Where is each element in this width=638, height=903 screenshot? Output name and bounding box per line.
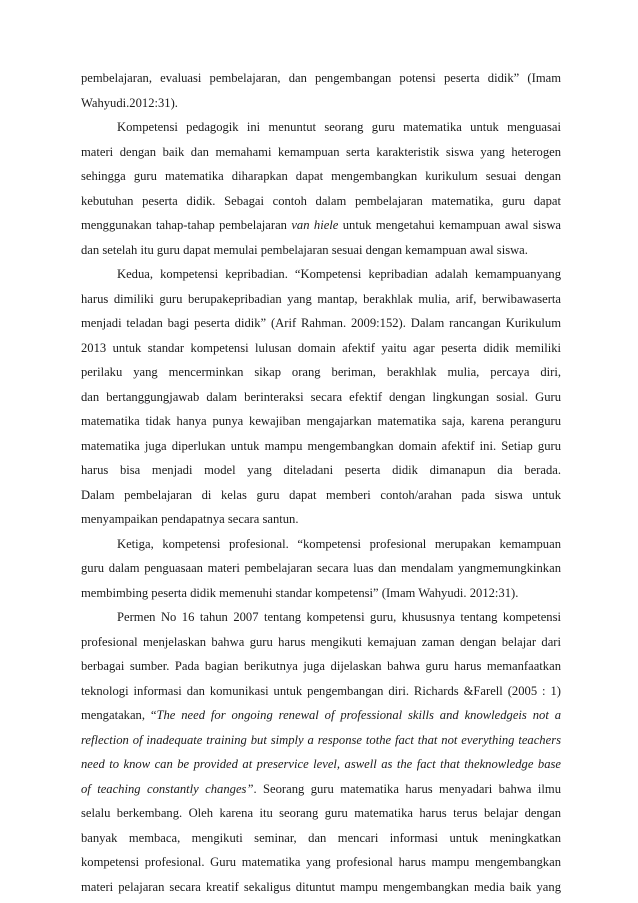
line-text: profesional menjelaskan bahwa guru harus mengikuti kemajuan zaman dengan belajar dari: [81, 634, 561, 649]
line-text: menjadi teladan bagi peserta didik” (Arif Rahman. 2009:152). Dalam rancangan Kurikulum: [81, 316, 561, 330]
text-line: [81, 801, 561, 826]
text-line: [81, 581, 561, 606]
text-line: [81, 115, 561, 140]
italic-text: need to know can be provided at preservice level, aswell as the fact that theknowledge base: [81, 757, 561, 771]
line-text: berbagai sumber. Pada bagian berikutnya juga dijelaskan bahwa guru harus memanfaatkan: [81, 659, 561, 673]
line-text: Kedua, kompetensi kepribadian. “Kompetensi kepribadian adalah kemampuanyang: [117, 267, 561, 281]
line-text: selalu berkembang. Oleh karena itu seorang guru matematika harus terus belajar dengan: [81, 806, 561, 820]
line-text: guru dalam penguasaan materi pembelajaran secara luas dan mendalam yangmemungkinkan: [81, 561, 561, 575]
text-line: [81, 262, 561, 287]
italic-text: reflection of inadequate training but simply a response tothe fact that not everything teachers: [81, 732, 561, 747]
line-text: Wahyudi.2012:31).: [81, 95, 178, 110]
text-line: [81, 238, 561, 263]
document-page: [81, 66, 561, 899]
text-line: [81, 703, 561, 728]
text-line: [81, 483, 561, 508]
text-line: [81, 287, 561, 312]
line-text: membimbing peserta didik memenuhi standar kompetensi” (Imam Wahyudi. 2012:31).: [81, 585, 519, 600]
text-line: [81, 66, 561, 91]
italic-text: of teaching constantly changes”: [81, 781, 254, 796]
text-line: [81, 850, 561, 875]
text-line: [81, 458, 561, 483]
line-text: dan setelah itu guru dapat memulai pembelajaran sesuai dengan kemampuan awal siswa.: [81, 242, 528, 257]
line-text: Dalam pembelajaran di kelas guru dapat memberi contoh/arahan pada siswa untuk: [81, 487, 561, 502]
line-text: Kompetensi pedagogik ini menuntut seorang guru matematika untuk menguasai: [117, 120, 561, 134]
italic-text: van hiele: [291, 218, 339, 232]
text-line: [81, 91, 561, 116]
text-line: [81, 189, 561, 214]
text-line: [81, 532, 561, 557]
text-line: [81, 409, 561, 434]
text-line: [81, 385, 561, 410]
text-line: [81, 679, 561, 704]
text-line: [81, 605, 561, 630]
line-text: perilaku yang mencerminkan sikap orang beriman, berakhlak mulia, percaya diri,: [81, 365, 561, 379]
text-line: [81, 777, 561, 802]
text-line: [81, 336, 561, 361]
text-line: [81, 728, 561, 753]
line-text: sehingga guru matematika diharapkan dapat mengembangkan kurikulum sesuai dengan: [81, 169, 561, 183]
text-line: [81, 213, 561, 238]
text-line: [81, 826, 561, 851]
line-text: banyak membaca, mengikuti seminar, dan mencari informasi untuk meningkatkan: [81, 830, 561, 845]
line-text: matematika tidak hanya punya kewajiban mengajarkan matematika saja, karena peranguru: [81, 414, 561, 428]
line-text: matematika juga diperlukan untuk mampu mengembangkan domain afektif ini. Setiap guru: [81, 438, 561, 453]
line-text: Permen No 16 tahun 2007 tentang kompetensi guru, khususnya tentang kompetensi: [117, 610, 561, 624]
line-text: materi pelajaran secara kreatif sekaligus dituntut mampu mengembangkan media baik yang: [81, 879, 561, 894]
text-line: [81, 140, 561, 165]
text-line: [81, 752, 561, 777]
text-line: [81, 311, 561, 336]
text-line: [81, 654, 561, 679]
line-text: kompetensi profesional. Guru matematika yang profesional harus mampu mengembangkan: [81, 855, 561, 869]
line-text: menggunakan tahap-tahap pembelajaran: [81, 218, 292, 232]
line-text: untuk mengetahui kemampuan awal siswa: [338, 218, 561, 232]
line-text: . Seorang guru matematika harus menyadari bahwa ilmu: [253, 781, 561, 796]
line-text: 2013 untuk standar kompetensi lulusan domain afektif yaitu agar peserta didik memiliki: [81, 340, 561, 355]
italic-text: The need for ongoing renewal of professional skills and knowledgeis not a: [156, 708, 561, 722]
text-line: [81, 434, 561, 459]
text-line: [81, 875, 561, 900]
line-text: Ketiga, kompetensi profesional. “kompetensi profesional merupakan kemampuan: [117, 536, 561, 551]
line-text: materi dengan baik dan memahami kemampuan serta karakteristik siswa yang heterogen: [81, 144, 561, 159]
text-line: [81, 507, 561, 532]
line-text: harus bisa menjadi model yang diteladani peserta didik dimanapun dia berada.: [81, 463, 561, 477]
line-text: mengatakan, “: [81, 708, 157, 722]
line-text: teknologi informasi dan komunikasi untuk pengembangan diri. Richards &Farell (2005 : 1): [81, 683, 561, 698]
text-line: [81, 556, 561, 581]
line-text: dan bertanggungjawab dalam berinteraksi secara efektif dengan lingkungan sosial. Guru: [81, 389, 561, 404]
line-text: harus dimiliki guru berupakepribadian yang mantap, berakhlak mulia, arif, berwibawaserta: [81, 291, 561, 306]
text-line: [81, 164, 561, 189]
line-text: menyampaikan pendapatnya secara santun.: [81, 512, 299, 526]
line-text: kebutuhan peserta didik. Sebagai contoh dalam pembelajaran matematika, guru dapat: [81, 193, 561, 208]
text-line: [81, 360, 561, 385]
line-text: pembelajaran, evaluasi pembelajaran, dan pengembangan potensi peserta didik” (Imam: [81, 71, 561, 85]
text-line: [81, 630, 561, 655]
